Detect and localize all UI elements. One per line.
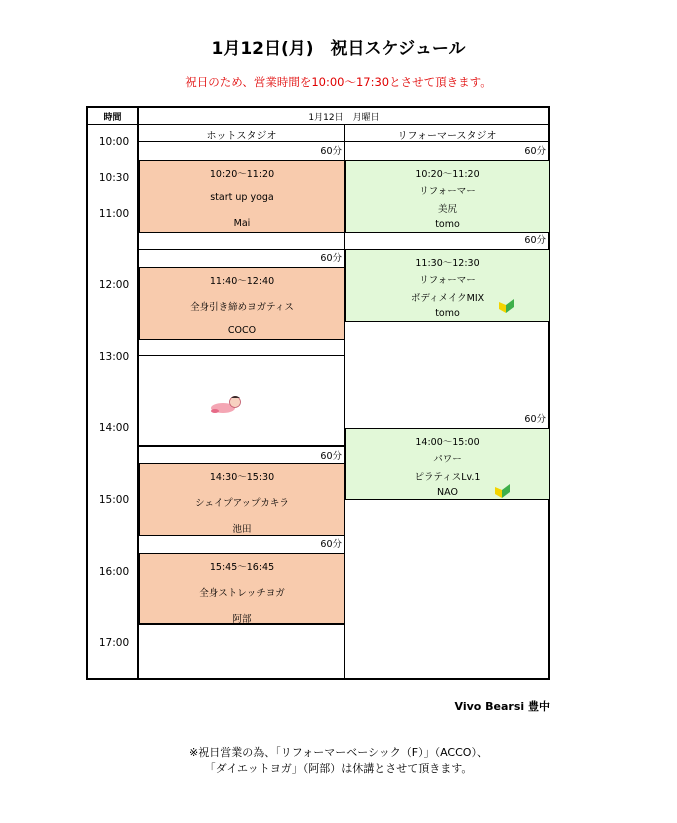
time-label: 12:00 — [98, 279, 130, 291]
class-instructor: 阿部 — [232, 614, 252, 625]
class-instructor: NAO — [437, 487, 458, 498]
class-name: 全身ストレッチヨガ — [199, 588, 285, 599]
class-name-line2: ボディメイクMIX — [410, 293, 485, 304]
class-slot[interactable] — [345, 160, 550, 233]
beginner-mark-icon — [496, 294, 516, 314]
duration-label: 60分 — [524, 414, 546, 425]
duration-label: 60分 — [524, 235, 546, 246]
duration-label: 60分 — [139, 249, 345, 267]
duration-label: 60分 — [139, 445, 345, 464]
class-name: start up yoga — [210, 192, 274, 203]
class-instructor: tomo — [435, 308, 460, 319]
time-header: 時間 — [103, 113, 122, 123]
studio-brand: Vivo Bearsi 豊中 — [454, 700, 550, 713]
resting-mascot-icon — [207, 393, 249, 415]
class-instructor: 池田 — [232, 524, 252, 535]
duration-label: 60分 — [320, 539, 342, 550]
class-name-line1: パワー — [433, 454, 462, 465]
class-instructor: Mai — [233, 218, 251, 229]
time-label: 10:30 — [98, 172, 130, 184]
reformer-studio-header: リフォーマースタジオ — [397, 131, 497, 142]
time-label: 11:00 — [98, 208, 130, 220]
hours-notice: 祝日のため、営業時間を10:00～17:30とさせて頂きます。 — [185, 75, 492, 89]
duration-label: 60分 — [139, 143, 345, 161]
class-time: 15:45～16:45 — [209, 562, 275, 573]
class-time: 14:30～15:30 — [209, 472, 275, 483]
time-label: 15:00 — [98, 494, 130, 506]
class-slot[interactable] — [345, 249, 550, 322]
class-name-line2: 美尻 — [437, 204, 457, 215]
class-name-line1: リフォーマー — [419, 186, 476, 197]
class-time: 11:40～12:40 — [209, 276, 275, 287]
beginner-mark-icon — [492, 479, 512, 499]
class-instructor: tomo — [435, 219, 460, 230]
time-label: 17:00 — [98, 637, 130, 649]
class-slot[interactable] — [139, 463, 345, 536]
class-name-line2: ピラティスLv.1 — [414, 472, 481, 483]
page-title: 1月12日(月) 祝日スケジュール — [211, 39, 466, 59]
date-header: 1月12日 月曜日 — [308, 113, 380, 123]
class-name-line1: リフォーマー — [419, 275, 476, 286]
hot-studio-header: ホットスタジオ — [206, 131, 277, 142]
class-instructor: COCO — [227, 325, 257, 336]
class-name: 全身引き締めヨガティス — [190, 302, 294, 313]
closure-note-line2: 「ダイエットヨガ」（阿部）は休講とさせて頂きます。 — [204, 762, 473, 775]
class-time: 14:00～15:00 — [415, 437, 480, 448]
time-label: 14:00 — [98, 422, 130, 434]
class-slot[interactable] — [345, 428, 550, 500]
class-time: 10:20～11:20 — [209, 169, 275, 180]
time-label: 13:00 — [98, 351, 130, 363]
class-name: シェイプアップカキラ — [195, 498, 289, 509]
class-slot[interactable] — [139, 160, 345, 233]
duration-label: 60分 — [345, 143, 549, 161]
class-slot[interactable] — [139, 267, 345, 340]
time-label: 16:00 — [98, 566, 130, 578]
class-slot[interactable] — [139, 553, 345, 625]
class-time: 11:30～12:30 — [415, 258, 480, 269]
class-time: 10:20～11:20 — [415, 169, 480, 180]
closure-note-line1: ※祝日営業の為、「リフォーマーベーシック（F）」（ACCO）、 — [189, 746, 488, 759]
time-label: 10:00 — [98, 136, 130, 148]
